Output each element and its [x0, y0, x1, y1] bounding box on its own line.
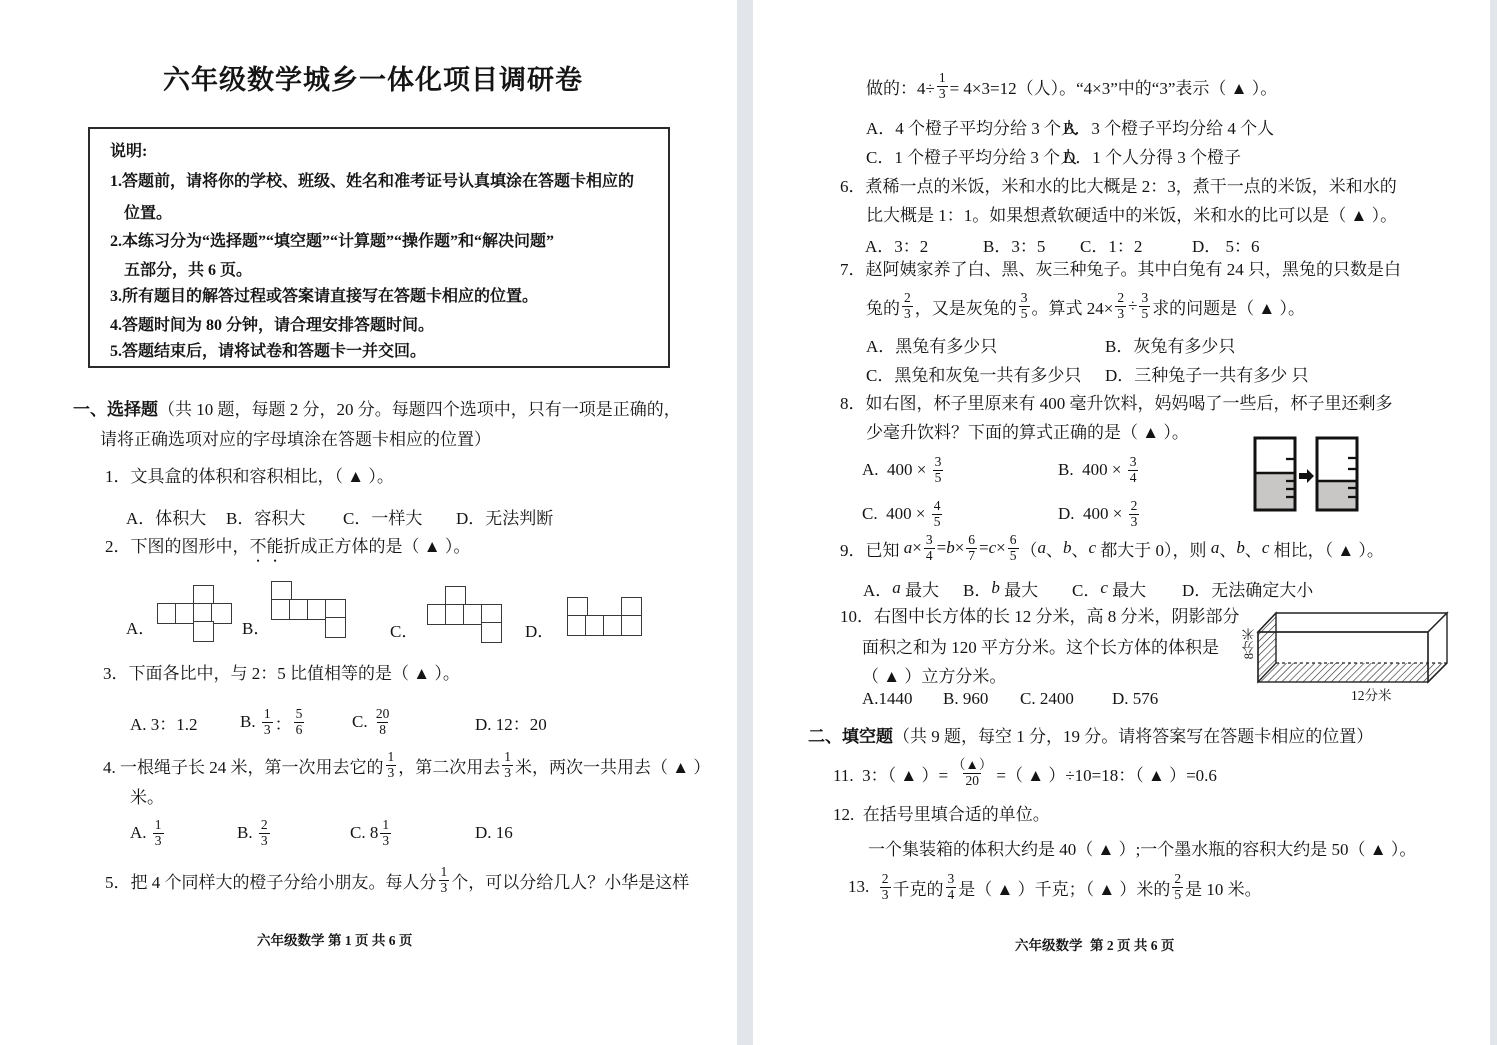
net-cell — [325, 617, 346, 638]
notice-line: 1.答题前，请将你的学校、班级、姓名和准考证号认真填涂在答题卡相应的 — [110, 173, 635, 190]
question-8-text: 8．如右图，杯子里原来有 400 毫升饮料，妈妈喝了一些后，杯子里还剩多 — [840, 394, 1393, 413]
cuboid-length-label: 12分米 — [1351, 688, 1392, 703]
question-6-text-line2: 比大概是 1：1。如果想煮软硬适中的米饭，米和水的比可以是（ ▲ ）。 — [866, 206, 1398, 225]
fraction: $\frac{4}{5}$ — [933, 497, 941, 529]
fraction: $\frac{2}{3}$ — [260, 816, 268, 848]
question-12-text-line2: 一个集装箱的体积大约是 40（ ▲ ）;一个墨水瓶的容积大约是 50（ ▲ ）。 — [868, 840, 1417, 859]
q5-option-c: C．1 个橙子平均分给 3 个人 — [866, 148, 1078, 167]
question-7-text: 7．赵阿姨家养了白、黑、灰三种兔子。其中白兔有 24 只，黑兔的只数是白 — [840, 260, 1401, 279]
fraction: $\frac{1}{3}$ — [154, 816, 162, 848]
section1-heading-rest: （共 10 题，每题 2 分，20 分。每题四个选项中，只有一项是正确的， — [158, 400, 681, 419]
fraction: $\frac{1}{3}$ — [440, 863, 448, 895]
q10-option-b: B. 960 — [943, 689, 989, 708]
fraction: $\frac{3}{4}$ — [925, 531, 933, 563]
section2-heading — [808, 726, 1373, 748]
q3-option-d: D. 12：20 — [475, 714, 547, 734]
net-cell — [211, 603, 232, 624]
question-10-text: 10．右图中长方体的长 12 分米，高 8 分米，阴影部分 — [840, 607, 1240, 626]
q8-option-d: D. 400 × $\frac{2}{3}$ — [1058, 497, 1138, 529]
q6-option-d: D． 5：6 — [1192, 237, 1260, 256]
fraction: $\frac{2}{3}$ — [904, 289, 911, 321]
fraction: $\frac{1}{3}$ — [504, 748, 511, 780]
q10-option-c: C. 2400 — [1020, 689, 1074, 708]
net-label-a: A． — [126, 619, 156, 638]
q8-option-c: C. 400 × $\frac{4}{5}$ — [862, 497, 941, 529]
q10-option-d: D. 576 — [1112, 689, 1159, 708]
q4-option-c: C. 8 $\frac{1}{3}$ — [350, 816, 390, 848]
question-3-text: 3．下面各比中，与 2：5 比值相等的是（ ▲ ）。 — [103, 664, 460, 683]
q3-option-b: B. $\frac{1}{3}$ ： $\frac{5}{6}$ — [240, 705, 303, 737]
q1-option-b: B．容积大 — [226, 509, 306, 528]
notice-line: 3.所有题目的解答过程或答案请直接写在答题卡相应的位置。 — [110, 288, 539, 305]
fraction: $\frac{2}{3}$ — [1130, 497, 1138, 529]
notice-heading: 说明: — [110, 143, 148, 160]
q5-option-a: A．4 个橙子平均分给 3 个人 — [866, 119, 1079, 138]
fraction: $\frac{1}{3}$ — [387, 748, 395, 780]
page-gap-strip — [737, 0, 753, 1045]
fraction: $\frac{3}{4}$ — [1129, 453, 1137, 485]
section1-heading-title: 一、选择题 — [73, 400, 158, 419]
fraction: $\frac{20}{8}$ — [375, 705, 390, 737]
q9-option-b: B． b 最大 — [963, 578, 1039, 600]
notice-line: 4.答题时间为 80 分钟，请合理安排答题时间。 — [110, 317, 435, 334]
footer-subject: 六年级数学 — [257, 933, 325, 948]
q3-option-c: C. $\frac{20}{8}$ — [352, 705, 390, 737]
exam-page-1 — [0, 0, 737, 1045]
fraction: $\frac{1}{3}$ — [382, 816, 390, 848]
fraction: $\frac{6}{5}$ — [1009, 531, 1017, 563]
fraction: $\frac{6}{7}$ — [968, 531, 976, 563]
q7-option-a: A．黑兔有多少只 — [866, 337, 998, 356]
cup-diagram — [1253, 436, 1368, 516]
cup1-liquid — [1257, 473, 1294, 509]
fraction: $\frac{(▲)}{20}$ — [952, 756, 993, 788]
cup2-liquid — [1319, 481, 1356, 509]
cuboid-height-label: 8分米 — [1242, 628, 1256, 660]
fraction: $\frac{3}{5}$ — [1141, 289, 1149, 321]
q1-option-c: C．一样大 — [343, 509, 423, 528]
section2-heading-rest: （共 9 题，每空 1 分，19 分。请将答案写在答题卡相应的位置） — [893, 727, 1374, 746]
fraction: $\frac{2}{3}$ — [1117, 289, 1125, 321]
notice-line: 五部分，共 6 页。 — [124, 262, 253, 279]
question-5-continuation: 做的：4÷ $\frac{1}{3}$ = 4×3=12（人）。“4×3”中的“3”表示（ ▲ ）。 — [866, 69, 1278, 101]
footer-page-number: 第 2 页 共 6 页 — [1090, 938, 1175, 953]
right-edge-strip — [1490, 0, 1497, 1045]
q9-option-c: C． c 最大 — [1072, 578, 1147, 600]
section1-heading-line2: 请将正确选项对应的字母填涂在答题卡相应的位置） — [100, 430, 491, 449]
q7-option-c: C．黑兔和灰兔一共有多少只 — [866, 366, 1082, 385]
question-2-text: 2．下图的图形中，不能折成正方体的是（ ▲ ）。 — [105, 537, 471, 556]
fraction: $\frac{2}{3}$ — [881, 870, 889, 902]
q7-option-d: D．三种兔子一共有多少 只 — [1105, 366, 1309, 385]
question-13-text: 13. $\frac{2}{3}$ 千克的 $\frac{3}{4}$ 是（ ▲ ）千克；（ ▲ ）米的 $\frac{2}{5}$ 是 10 米。 — [848, 870, 1262, 902]
question-10-text-line3: （ ▲ ）立方分米。 — [862, 667, 1007, 686]
q5-option-d: D．1 个人分得 3 个橙子 — [1063, 148, 1242, 167]
footer-subject: 六年级数学 — [1015, 938, 1083, 953]
fraction: $\frac{3}{5}$ — [1020, 289, 1028, 321]
net-label-c: C． — [390, 622, 419, 641]
arrow-right-icon — [1299, 469, 1314, 483]
question-6-text: 6．煮稀一点的米饭，米和水的比大概是 2：3，煮干一点的米饭，米和水的 — [840, 177, 1397, 196]
fraction: $\frac{1}{3}$ — [938, 69, 946, 101]
fraction: $\frac{3}{5}$ — [934, 453, 942, 485]
q9-option-d: D．无法确定大小 — [1182, 580, 1314, 600]
net-label-b: B． — [242, 619, 271, 638]
exam-page-2 — [753, 0, 1490, 1045]
section1-heading — [73, 399, 681, 421]
net-label-d: D． — [525, 622, 555, 641]
q4-option-d: D. 16 — [475, 823, 513, 842]
fraction: $\frac{5}{6}$ — [295, 705, 303, 737]
q8-option-b: B. 400 × $\frac{3}{4}$ — [1058, 453, 1137, 485]
q8-option-a: A. 400 × $\frac{3}{5}$ — [862, 453, 942, 485]
question-1-text: 1．文具盒的体积和容积相比，（ ▲ ）。 — [105, 467, 394, 486]
question-11-text: 11. 3：（ ▲ ）= $\frac{(▲)}{20}$ =（ ▲ ）÷10=18：（ ▲ ）=0.6 — [833, 756, 1217, 788]
cuboid-bottom-face-shaded — [1258, 663, 1447, 682]
q1-option-a: A．体积大 — [126, 509, 207, 528]
section2-heading-title: 二、填空题 — [808, 727, 893, 746]
question-12-text: 12. 在括号里填合适的单位。 — [833, 805, 1050, 824]
net-cell — [481, 622, 502, 643]
notice-line: 位置。 — [124, 205, 173, 222]
emphasized-text: 不能 — [249, 537, 284, 556]
net-cell — [193, 621, 214, 642]
q4-option-b: B. $\frac{2}{3}$ — [237, 816, 268, 848]
fraction: $\frac{1}{3}$ — [263, 705, 271, 737]
fraction: $\frac{3}{4}$ — [947, 870, 955, 902]
question-7-text-line2: 兔的 $\frac{2}{3}$ ，又是灰兔的 $\frac{3}{5}$ 。算式 24× $\frac{2}{3}$ ÷ $\frac{3}{5}$ 求的问题是（ ▲ ）。 — [866, 289, 1306, 321]
question-10-text-line2: 面积之和为 120 平方分米。这个长方体的体积是 — [862, 638, 1219, 657]
cuboid-top-face — [1258, 613, 1447, 632]
net-cell — [621, 615, 642, 636]
notice-box — [88, 127, 670, 368]
question-4-text: 4. 一根绳子长 24 米，第一次用去它的 $\frac{1}{3}$ ，第二次用去 $\frac{1}{3}$ 米，两次一共用去（ ▲ ） — [103, 748, 711, 780]
fraction: $\frac{2}{5}$ — [1174, 870, 1182, 902]
q10-option-a: A.1440 — [862, 689, 913, 708]
question-8-text-line2: 少毫升饮料？下面的算式正确的是（ ▲ ）。 — [866, 423, 1189, 442]
exam-title: 六年级数学城乡一体化项目调研卷 — [163, 65, 583, 95]
q6-option-c: C．1：2 — [1080, 237, 1143, 256]
notice-line: 2.本练习分为“选择题”“填空题”“计算题”“操作题”和“解决问题” — [110, 233, 555, 250]
notice-line: 5.答题结束后，请将试卷和答题卡一并交回。 — [110, 343, 427, 360]
q5-option-b: B．3 个橙子平均分给 4 个人 — [1063, 119, 1275, 138]
q1-option-d: D．无法判断 — [456, 509, 554, 528]
question-4-text-line2: 米。 — [130, 788, 164, 807]
question-5-text: 5．把 4 个同样大的橙子分给小朋友。每人分 $\frac{1}{3}$ 个，可以分给几人？小华是这样 — [105, 863, 690, 895]
q6-option-b: B．3：5 — [983, 237, 1046, 256]
q4-option-a: A. $\frac{1}{3}$ — [130, 816, 162, 848]
question-9-text: 9．已知 a × $\frac{3}{4}$ = b × $\frac{6}{7}$ = c × $\frac{6}{5}$ （ a 、 b 、 c 都大于 0），则 a 、 b 、 c 相比，（ ▲ ）。 — [840, 531, 1384, 563]
q6-option-a: A．3：2 — [865, 237, 929, 256]
q9-option-a: A． a 最大 — [863, 578, 940, 600]
q3-option-a: A. 3：1.2 — [130, 714, 198, 734]
footer-page-number: 第 1 页 共 6 页 — [328, 933, 413, 948]
q7-option-b: B．灰兔有多少只 — [1105, 337, 1236, 356]
